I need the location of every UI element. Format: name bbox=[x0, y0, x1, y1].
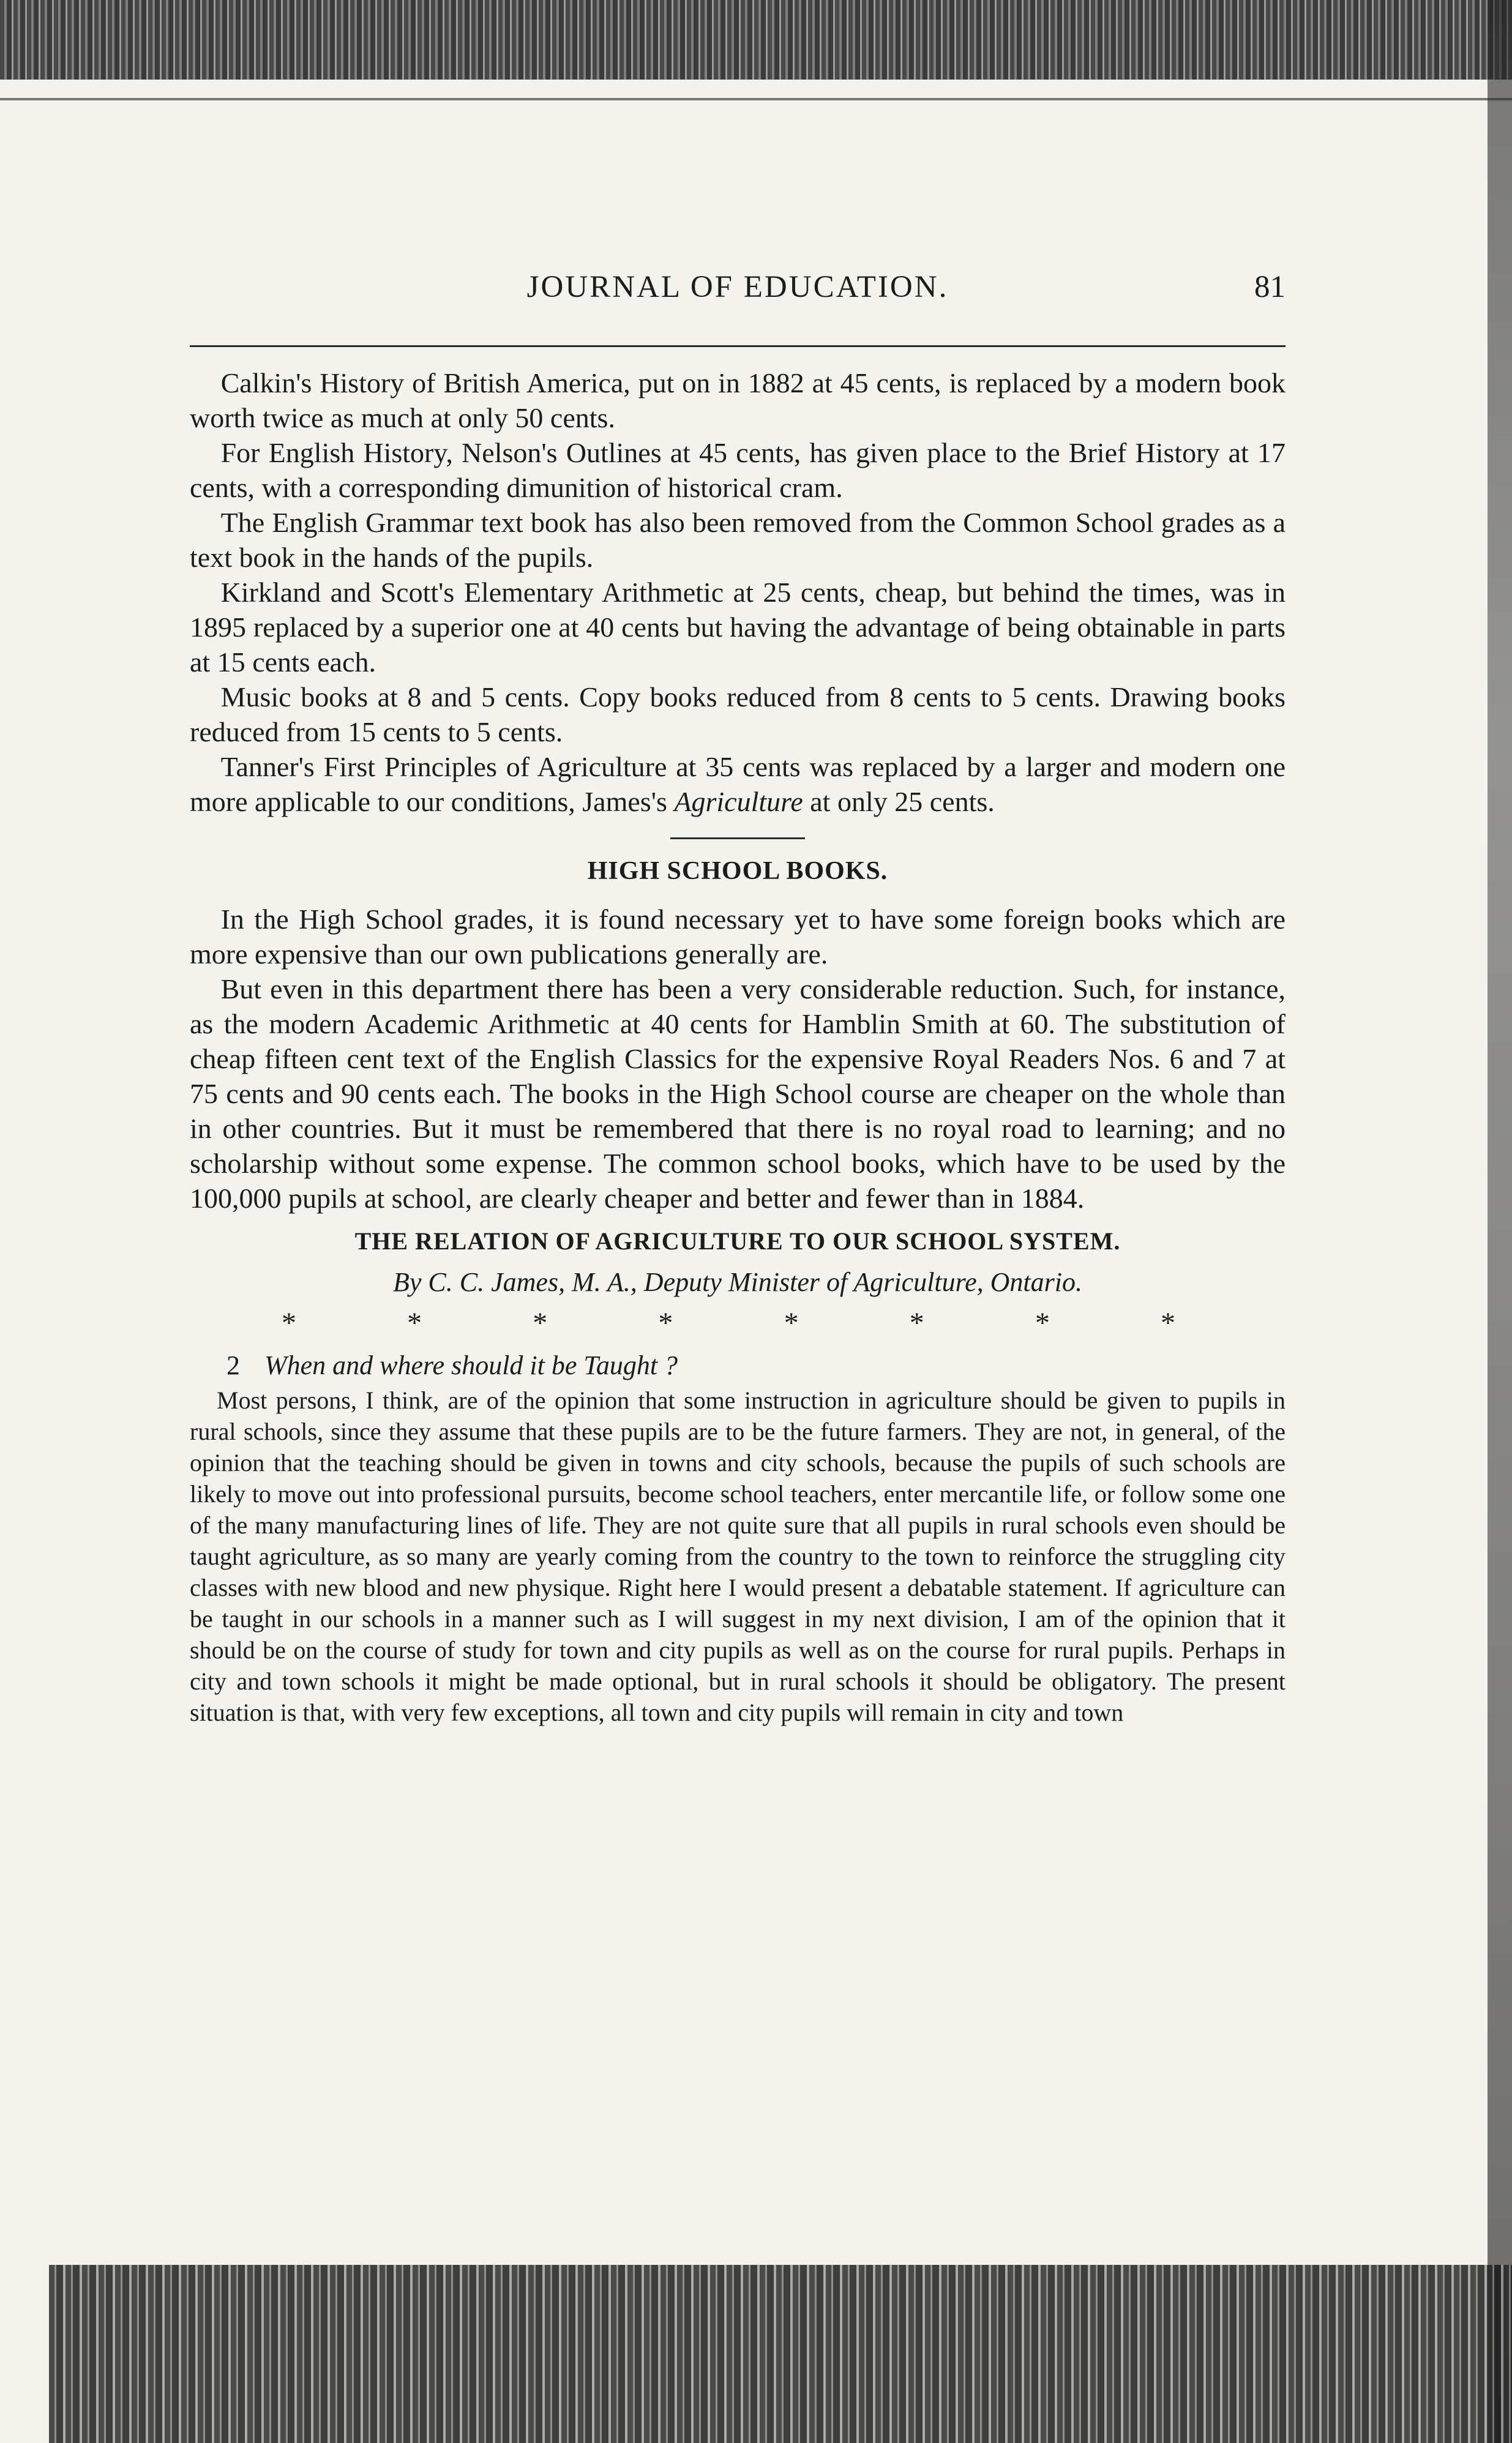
paragraph-high-school-reduction: But even in this department there has been a very considerable reduction. Such, for instance, as the modern Academic Arithmetic at 40 cents for Hamblin Smith at 60. The substitution of cheap fifteen cent text of the English Classics for the expensive Royal Readers Nos. 6 and 7 at 75 cents and 90 cents each. The books in the High School course are cheaper on the whole than in other countries. But it must be remembered that there is no royal road to learning; and no scholarship without some expense. The common school books, which have to be used by the 100,000 pupils at school, are clearly cheaper and better and fewer than in 1884. bbox=[190, 973, 1286, 1214]
page-number: 81 bbox=[1254, 270, 1286, 304]
paragraph-arithmetic: Kirkland and Scott's Elementary Arithmetic at 25 cents, cheap, but behind the times, was in 1895 replaced by a superior one at 40 cents but having the advantage of being obtainable in parts at 15 cents each. bbox=[190, 577, 1286, 678]
asterisk: * bbox=[407, 1307, 422, 1339]
scan-edge-bottom bbox=[49, 2265, 1512, 2443]
asterisk: * bbox=[909, 1307, 924, 1339]
paragraph-history-america: Calkin's History of British America, put on in 1882 at 45 cents, is replaced by a modern book worth twice as much at only 50 cents. bbox=[190, 367, 1286, 433]
tanner-text: Tanner's First Principles of Agriculture at 35 cents was replaced by a larger and modern one more applicable to our conditions, James's bbox=[190, 751, 1286, 817]
asterisk: * bbox=[533, 1307, 548, 1339]
asterisk: * bbox=[658, 1307, 673, 1339]
scan-edge-top bbox=[0, 0, 1512, 80]
asterisk: * bbox=[1035, 1307, 1050, 1339]
journal-page bbox=[190, 269, 1286, 1728]
scan-rule-top bbox=[0, 98, 1512, 100]
paragraph-agriculture-book bbox=[190, 749, 1286, 819]
tanner-text-end: at only 25 cents. bbox=[810, 786, 995, 817]
article-byline: By C. C. James, M. A., Deputy Minister of Agriculture, Ontario. bbox=[393, 1267, 1082, 1297]
header-rule bbox=[190, 345, 1286, 347]
paragraph-high-school-grades: In the High School grades, it is found necessary yet to have some foreign books which are more expensive than our own publications generally are. bbox=[190, 903, 1286, 970]
section-divider bbox=[670, 837, 805, 839]
paragraph-music-drawing: Music books at 8 and 5 cents. Copy books reduced from 8 cents to 5 cents. Drawing books reduced from 15 cents to 5 cents. bbox=[190, 681, 1286, 747]
agriculture-title: Agriculture bbox=[674, 786, 803, 817]
journal-title: JOURNAL OF EDUCATION. bbox=[526, 270, 949, 304]
asterism bbox=[190, 1306, 1286, 1340]
paragraph-grammar: The English Grammar text book has also been removed from the Common School grades as a text book in the hands of the pupils. bbox=[190, 507, 1286, 573]
asterisk: * bbox=[1160, 1307, 1175, 1339]
asterisk: * bbox=[784, 1307, 799, 1339]
article-heading: THE RELATION OF AGRICULTURE TO OUR SCHOOL SYSTEM. bbox=[354, 1227, 1121, 1255]
paragraph-english-history: For English History, Nelson's Outlines at 45 cents, has given place to the Brief History at 17 cents, with a corresponding dimunition of historical cram. bbox=[190, 437, 1286, 503]
subsection-title: When and where should it be Taught ? bbox=[264, 1350, 678, 1380]
subsection-number: 2 bbox=[226, 1350, 240, 1380]
subsection-heading bbox=[226, 1350, 1286, 1381]
running-head bbox=[190, 269, 1286, 318]
scan-edge-right bbox=[1488, 0, 1512, 2443]
section-heading-high-school: HIGH SCHOOL BOOKS. bbox=[587, 857, 888, 885]
asterisk: * bbox=[282, 1307, 296, 1339]
article-body: Most persons, I think, are of the opinion that some instruction in agriculture should be given to pupils in rural schools, since they assume that these pupils are to be the future farmers. They are not, in general, of the opinion that the teaching should be given in towns and city schools, because the pupils of such schools are likely to move out into professional pursuits, become school teachers, enter mercantile life, or follow some one of the many manufacturing lines of life. They are not quite sure that all pupils in rural schools even should be taught agriculture, as so many are yearly coming from the country to the town to reinforce the struggling city classes with new blood and new physique. Right here I would present a debatable statement. If agriculture can be taught in our schools in a manner such as I will suggest in my next division, I am of the opinion that it should be on the course of study for town and city pupils as well as on the course for rural pupils. Perhaps in city and town schools it might be made optional, but in rural schools it should be obligatory. The present situation is that, with very few exceptions, all town and city pupils will remain in city and town bbox=[190, 1386, 1286, 1726]
